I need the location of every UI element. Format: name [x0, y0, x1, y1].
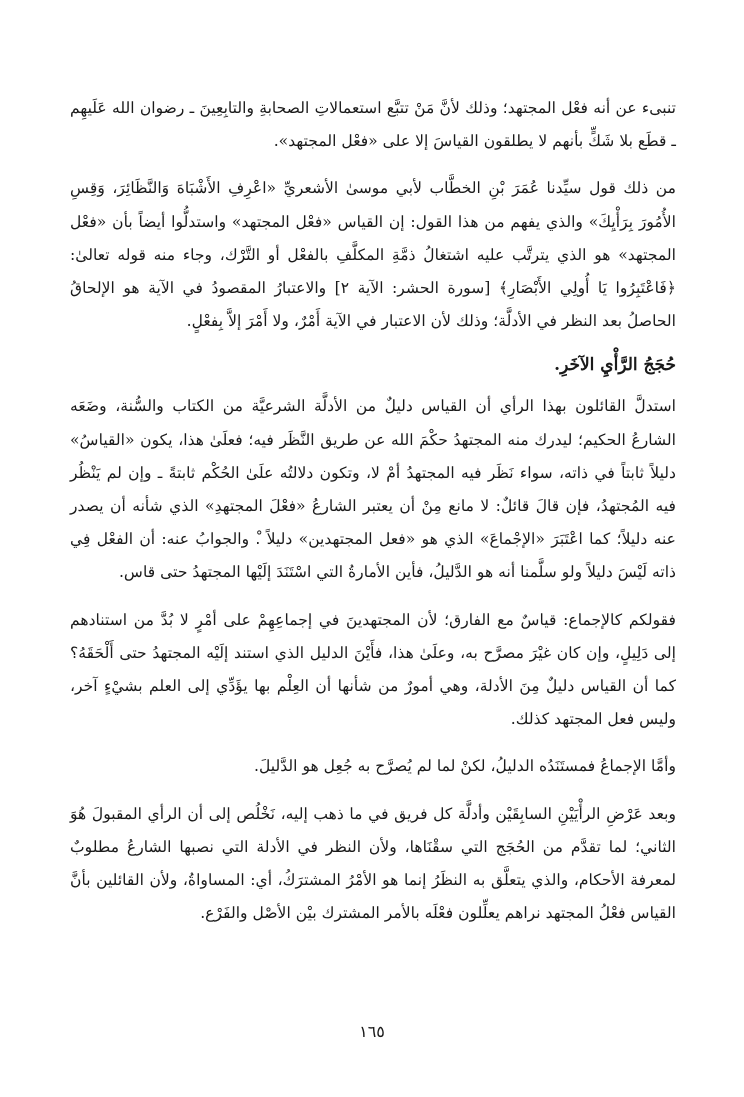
- paragraph-intro: تنبىء عن أنه فعْل المجتهد؛ وذلك لأنَّ مَنْ تتبَّع استعمالاتِ الصحابةِ والتابِعِينَ ـ رضوان الله عَلَيهِم ـ قطَع بلا شَكٍّ بأنهم لا يطلقون القياسَ إلا على «فعْل المجتهد».: [70, 99, 676, 151]
- section-heading: حُجَجُ الرَّأْيِ الآخَرِ.: [554, 355, 676, 376]
- paragraph-conclusion: وبعد عَرْضِ الرأْيَيْنِ السابِقَيْن وأدلَّة كل فريق في ما ذهب إليه، نَخْلُص إلى أن الرأي المقبولَ هُوَ الثاني؛ لما تقدَّم من الحُجَج التي سقْنَاها، ولأن النظر في الأدلة التي نصبها الشارعُ مطلوبٌ لمعرفة الأحكام، والذي يتعلَّق به النظَرُ إنما هو الأمْرُ المشترَكُ، أي: المساواةُ، ولأن القائلين بأنَّ القياس فعْلُ المجتهد نراهم يعلِّلون فعْلَه بالأمر المشترك بيْن الأصْل والفَرْع.: [70, 804, 676, 923]
- paragraph-evidence: استدلَّ القائلون بهذا الرأي أن القياس دليلٌ من الأدلَّة الشرعيَّة من الكتاب والسُّنة، وضَعَه الشارعُ الحكيم؛ ليدرك منه المجتهدُ حكْمَ الله عن طريق النَّظَر فيه؛ فعلَىٰ هذا، يكون «القياسُ» دليلاً ثابتاً في ذاته، سواء نَظَر فيه المجتهدُ أمْ لا، وتكون دلالتُه علَىٰ الحُكْم ثابتةً ـ وإن لم يَنْظُر فيه المُجتهدُ، فإن قالَ قائلٌ: لا مانع مِنْ أن يعتبر الشارعُ «فعْلَ المجتهدِ» الذي شأنه أن يصدر عنه دليلاً؛ كما اعْتَبَرَ «الإجْماعَ» الذي هو «فعل المجتهدين» دليلاً .ْ والجوابُ عنه: أن الفعْل فِي ذاته لَيْسَ دليلاً ولو سلَّمنا أنه هو الدَّليلُ، فأين الأمارةُ التي اسْتَنَدَ إلَيْها المجتهدُ حتى قاس.: [70, 397, 676, 582]
- paragraph-consensus: فقولكم كالإجماع: قياسٌ مع الفارق؛ لأن المجتهدينَ في إجماعِهِمْ على أمْرٍ لا بُدَّ من استنادهم إلى دَلِيلٍ، وإن كان غيْرَ مصرَّح به، وعلَىٰ هذا، فأَيْنَ الدليل الذي استند إلَيْه المجتهدُ حتى أَلْحَقَهُ؟ كما أن القياس دليلٌ مِنَ الأدلة، وهي أمورٌ من شأنها أن العِلْم بها يؤَدِّي إلى العلم بشيْءٍ آخر، وليس فعل المجتهد كذلك.: [70, 610, 676, 729]
- paragraph-omar-quote: من ذلك قول سيِّدنا عُمَرَ بْنِ الخطَّاب لأبي موسىٰ الأشعريِّ «اعْرِفِ الأَشْبَاهَ وَالنَّظَائِرَ، وَقِسِ الأُمُورَ بِرَأْيِكَ» والذي يفهم من هذا القول: إن القياس «فعْل المجتهد» واستدلُّوا أيضاً بأن «فعْل المجتهد» هو الذي يترتَّب عليه اشتغالُ ذمَّةِ المكلَّفِ بالفعْل أو التَّرْك، وجاء منه قوله تعالىٰ: ﴿فَاعْتَبِرُوا يَا أُولِي الأَبْصَارِ﴾ [سورة الحشر: الآية ٢] والاعتبارُ المقصودُ في الآية هو الإلحاقُ الحاصلُ بعد النظر في الأدلَّة؛ وذلك لأن الاعتبار في الآية أَمْرٌ، ولا أَمْرَ إلاَّ بِفعْلٍ.: [70, 179, 677, 331]
- paragraph-ijma-basis: وأمَّا الإجماعُ فمستَنَدُه الدليلُ، لكنْ لما لم يُصرَّح به جُعِل هو الدَّليلَ.: [254, 757, 676, 776]
- page-number: ١٦٥: [359, 1022, 385, 1041]
